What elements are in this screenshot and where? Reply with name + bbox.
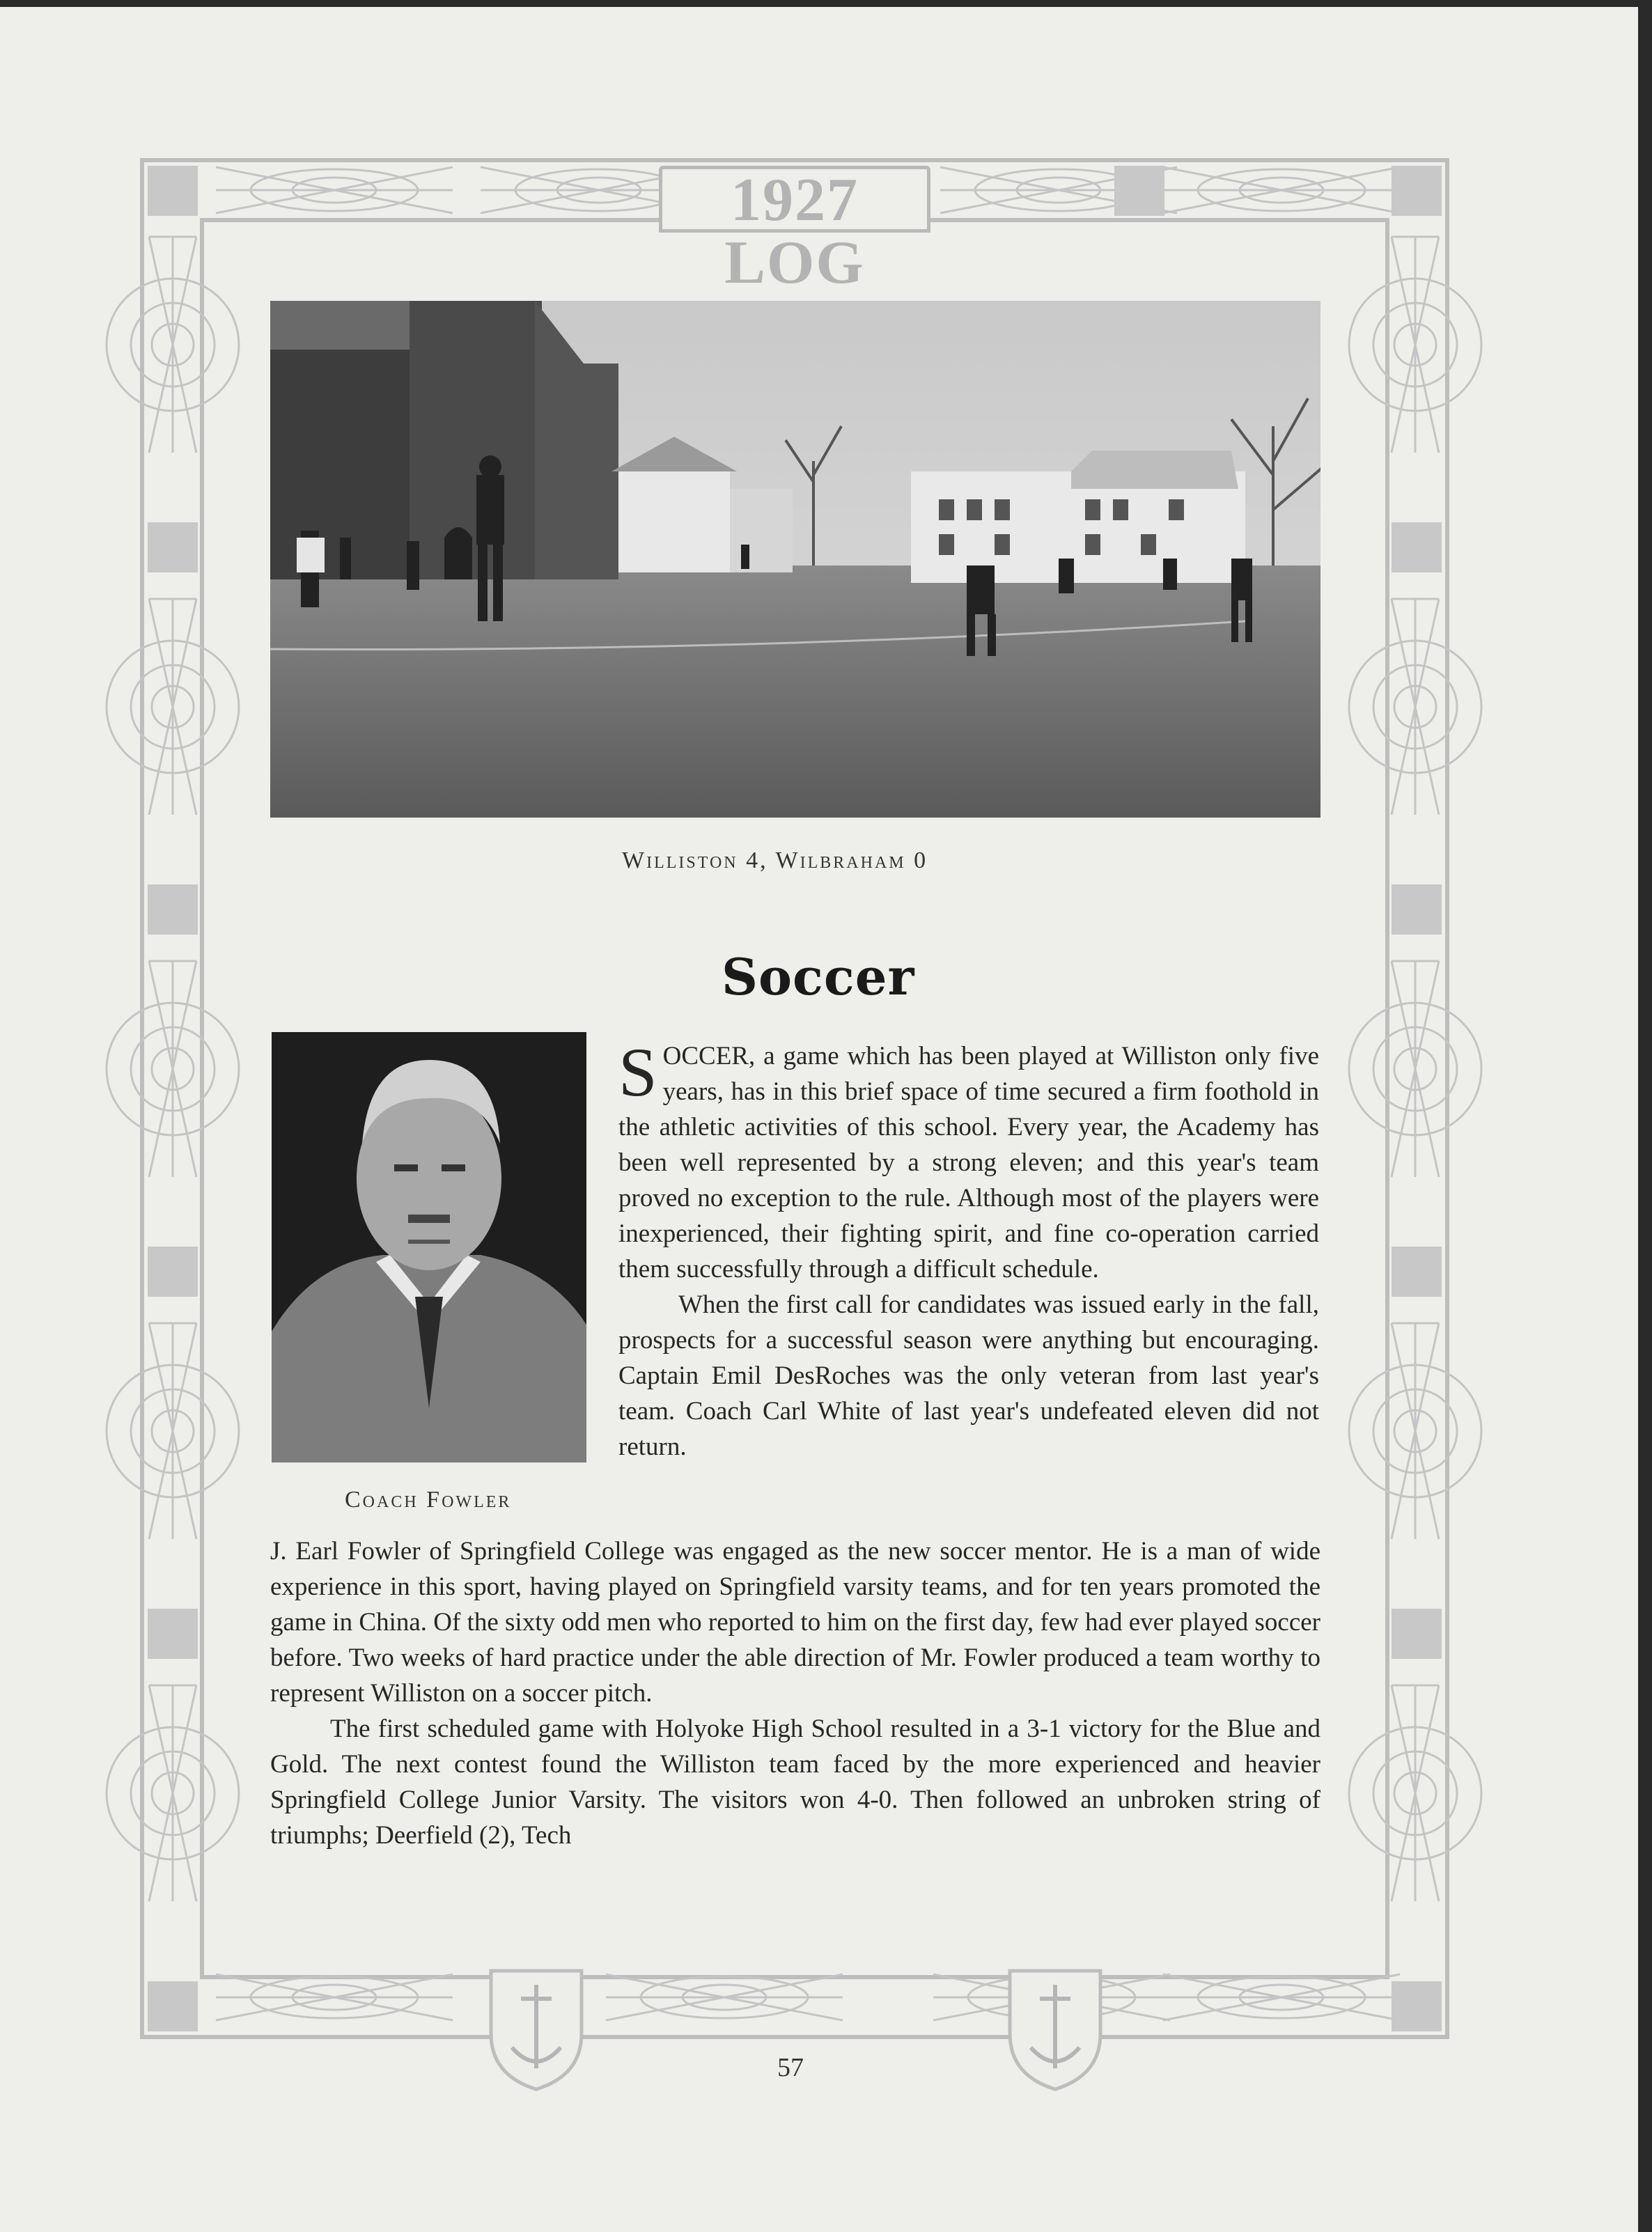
soccer-game-photo [270,301,1320,818]
article-title: Soccer [722,947,915,1006]
paragraph-1-text: OCCER, a game which has been played at Williston only five years, has in this brief space of time secured a firm foothold in the athletic activities of this school. Every year, the Academy has been well represented by a strong eleven; and this year's team proved no exception to the rule. Although most of the players were inexperienced, their fighting spirit, and fine co-operation carried them successfully through a difficult schedule. [618,1042,1319,1283]
yearbook-page [0,7,1638,2232]
article-column-narrow [618,1033,1319,1465]
drop-cap: S [618,1033,657,1111]
coach-fowler-portrait [272,1032,586,1462]
paragraph-2-continued: J. Earl Fowler of Springfield College was engaged as the new soccer mentor. He is a man of wide experience in this sport, having played on Springfield varsity teams, and for ten years promoted the game in China. Of the sixty odd men who reported to him on the first day, few had ever played soccer before. Two weeks of hard practice under the able direction of Mr. Fowler produced a team worthy to represent Williston on a soccer pitch. [270,1537,1321,1708]
paragraph-2-start: When the first call for candidates was issued early in the fall, prospects for a successful season were anything but encouraging. Captain Emil DesRoches was the only veteran from last year's team. Coach Carl White of last year's undefeated eleven did not return. [618,1290,1319,1461]
paragraph-1 [618,1033,1319,1287]
paragraph-3: The first scheduled game with Holyoke High School resulted in a 3-1 victory for the Blue and Gold. The next contest found the Williston team faced by the more experienced and heavier Springfield College Junior Varsity. The visitors won 4-0. Then followed an unbroken string of triumphs; Deerfield (2), Tech [270,1715,1320,1850]
game-photo-caption: Williston 4, Wilbraham 0 [622,848,928,873]
coach-photo-caption: Coach Fowler [345,1487,512,1513]
page-number: 57 [777,2053,804,2082]
article-column-full [270,1533,1320,1853]
masthead-1927-log: 1927 LOG [659,166,930,233]
